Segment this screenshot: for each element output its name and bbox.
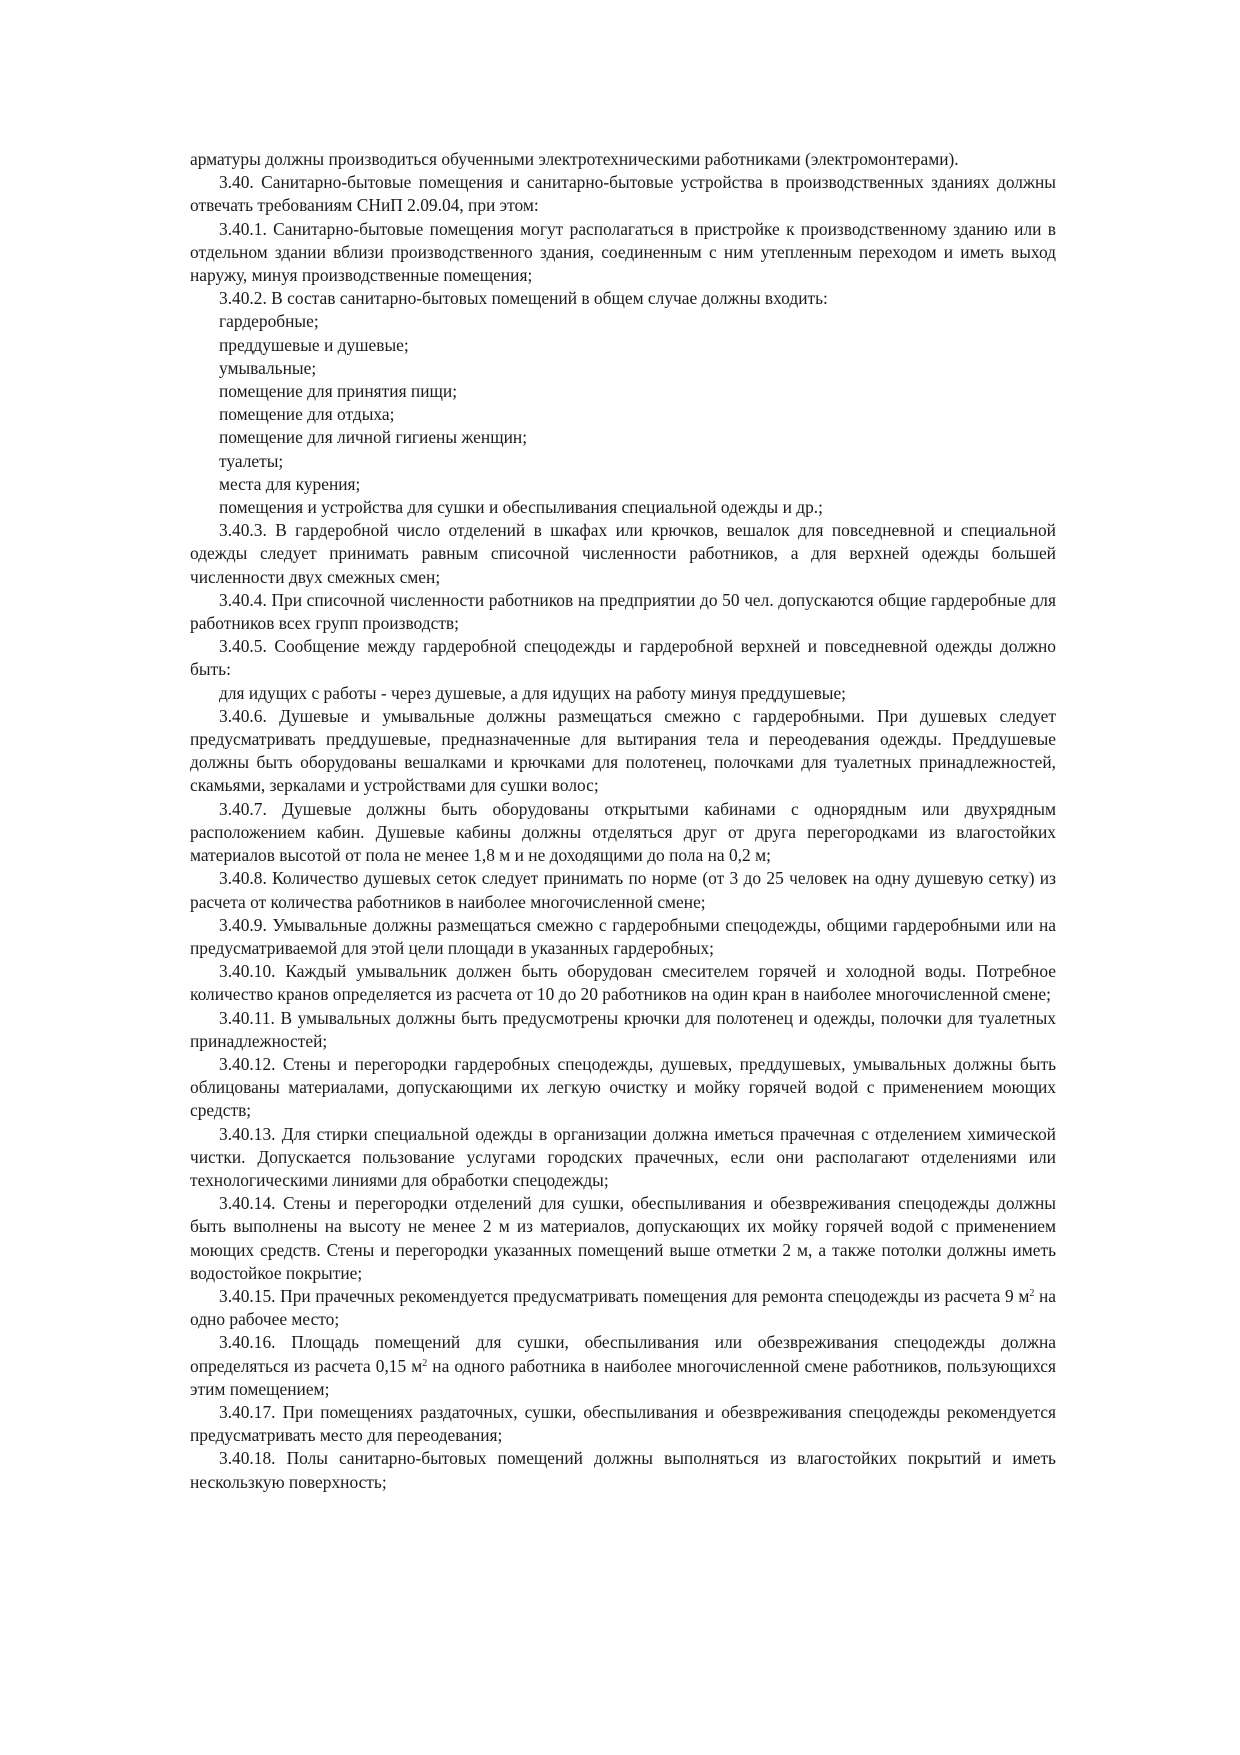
superscript: 2 [1029, 1287, 1035, 1299]
paragraph-3-40-17: 3.40.17. При помещениях раздаточных, сушки, обеспыливания и обезвреживания спецодежды рекомендуется предусматривать место для переодевания; [190, 1401, 1056, 1446]
list-item: преддушевые и душевые; [219, 334, 409, 355]
paragraph-text: на одно рабочее место; [190, 1285, 1056, 1330]
paragraph-3-40-18: 3.40.18. Полы санитарно-бытовых помещений должны выполняться из влагостойких покрытий и иметь нескользкую поверхность; [190, 1448, 1056, 1492]
paragraph-3-40-7: 3.40.7. Душевые должны быть оборудованы открытыми кабинами с однорядным или двухрядным расположением кабин. Душевые кабины должны отделяться друг от друга перегородками из влагостойких материалов высотой от пола не менее 1,8 м и не доходящими до пола на 0,2 м; [190, 798, 1056, 866]
list-item: помещения и устройства для сушки и обеспыливания специальной одежды и др.; [219, 497, 823, 518]
document-page [190, 148, 1056, 1494]
paragraph-text: 3.40.16. Площадь помещений для сушки, обеспыливания или обезвреживания спецодежды должна определяться из расчета 0,15 м [190, 1332, 1056, 1376]
paragraph-3-40-10: 3.40.10. Каждый умывальник должен быть оборудован смесителем горячей и холодной воды. Потребное количество кранов определяется из расчета от 10 до 20 работников на один кран в наиболее многочисленной смене; [190, 961, 1056, 1005]
paragraph-3-40-16 [190, 1331, 1056, 1401]
list-item: помещение для личной гигиены женщин; [219, 427, 528, 448]
list-item: места для курения; [219, 473, 361, 494]
list-item: помещение для отдыха; [219, 404, 395, 425]
paragraph-3-40-12: 3.40.12. Стены и перегородки гардеробных спецодежды, душевых, преддушевых, умывальных должны быть облицованы материалами, допускающими их легкую очистку и мойку горячей водой с применением моющих средств; [190, 1053, 1056, 1121]
paragraph-3-40-3: 3.40.3. В гардеробной число отделений в шкафах или крючков, вешалок для повседневной и специальной одежды следует принимать равным списочной численности работников, а для верхней одежды большей численности двух смежных смен; [190, 520, 1056, 587]
paragraph-3-40-5: 3.40.5. Сообщение между гардеробной спецодежды и гардеробной верхней и повседневной одежды должно быть: [190, 636, 1056, 680]
paragraph-3-40-14: 3.40.14. Стены и перегородки отделений для сушки, обеспыливания и обезвреживания спецодежды должны быть выполнены на высоту не менее 2 м из материалов, допускающих их мойку горячей водой с применением моющих средств. Стены и перегородки указанных помещений выше отметки 2 м, а также потолки должны иметь водостойкое покрытие; [190, 1193, 1056, 1283]
paragraph-3-40-4: 3.40.4. При списочной численности работников на предприятии до 50 чел. допускаются общие гардеробные для работников всех групп производств; [190, 589, 1056, 634]
paragraph-continuation: арматуры должны производиться обученными электротехническими работниками (электромонтерами). [190, 149, 959, 169]
paragraph-3-40-6: 3.40.6. Душевые и умывальные должны размещаться смежно с гардеробными. При душевых следует предусматривать преддушевые, предназначенные для вытирания тела и переодевания одежды. Преддушевые должны быть оборудованы вешалками и крючками для полотенец, полочками для туалетных принадлежностей, скамьями, зеркалами и устройствами для сушки волос; [190, 705, 1056, 796]
paragraph-3-40-2: 3.40.2. В состав санитарно-бытовых помещений в общем случае должны входить: [219, 288, 828, 309]
paragraph-3-40-13: 3.40.13. Для стирки специальной одежды в организации должна иметься прачечная с отделением химической чистки. Допускается пользование услугами городских прачечных, если они располагают отделениями или технологическими линиями для обработки спецодежды; [190, 1123, 1056, 1190]
paragraph-text: 3.40.15. При прачечных рекомендуется предусматривать помещения для ремонта спецодежды из расчета 9 м [219, 1285, 1030, 1306]
paragraph-3-40-1: 3.40.1. Санитарно-бытовые помещения могут располагаться в пристройке к производственному зданию или в отдельном здании вблизи производственного здания, соединенным с ним утепленным переходом и иметь выход наружу, минуя производственные помещения; [190, 218, 1056, 286]
list-item: помещение для принятия пищи; [219, 381, 458, 402]
paragraph-3-40-15 [190, 1285, 1056, 1331]
superscript: 2 [422, 1357, 428, 1369]
paragraph-3-40-11: 3.40.11. В умывальных должны быть предусмотрены крючки для полотенец и одежды, полочки для туалетных принадлежностей; [190, 1007, 1056, 1051]
paragraph-3-40-9: 3.40.9. Умывальные должны размещаться смежно с гардеробными спецодежды, общими гардеробными или на предусматриваемой для этой цели площади в указанных гардеробных; [190, 914, 1056, 958]
paragraph-3-40: 3.40. Санитарно-бытовые помещения и санитарно-бытовые устройства в производственных зданиях должны отвечать требованиям СНиП 2.09.04, при этом: [190, 172, 1056, 216]
list-item: умывальные; [219, 357, 317, 378]
paragraph-3-40-8: 3.40.8. Количество душевых сеток следует принимать по норме (от 3 до 25 человек на одну душевую сетку) из расчета от количества работников в наиболее многочисленной смене; [190, 868, 1056, 912]
paragraph-line-via: для идущих с работы - через душевые, а для идущих на работу минуя преддушевые; [219, 682, 847, 703]
list-item: туалеты; [219, 450, 284, 471]
list-item: гардеробные; [219, 311, 319, 332]
paragraph-text: на одного работника в наиболее многочисленной смене работников, пользующихся этим помещением; [190, 1355, 1057, 1399]
